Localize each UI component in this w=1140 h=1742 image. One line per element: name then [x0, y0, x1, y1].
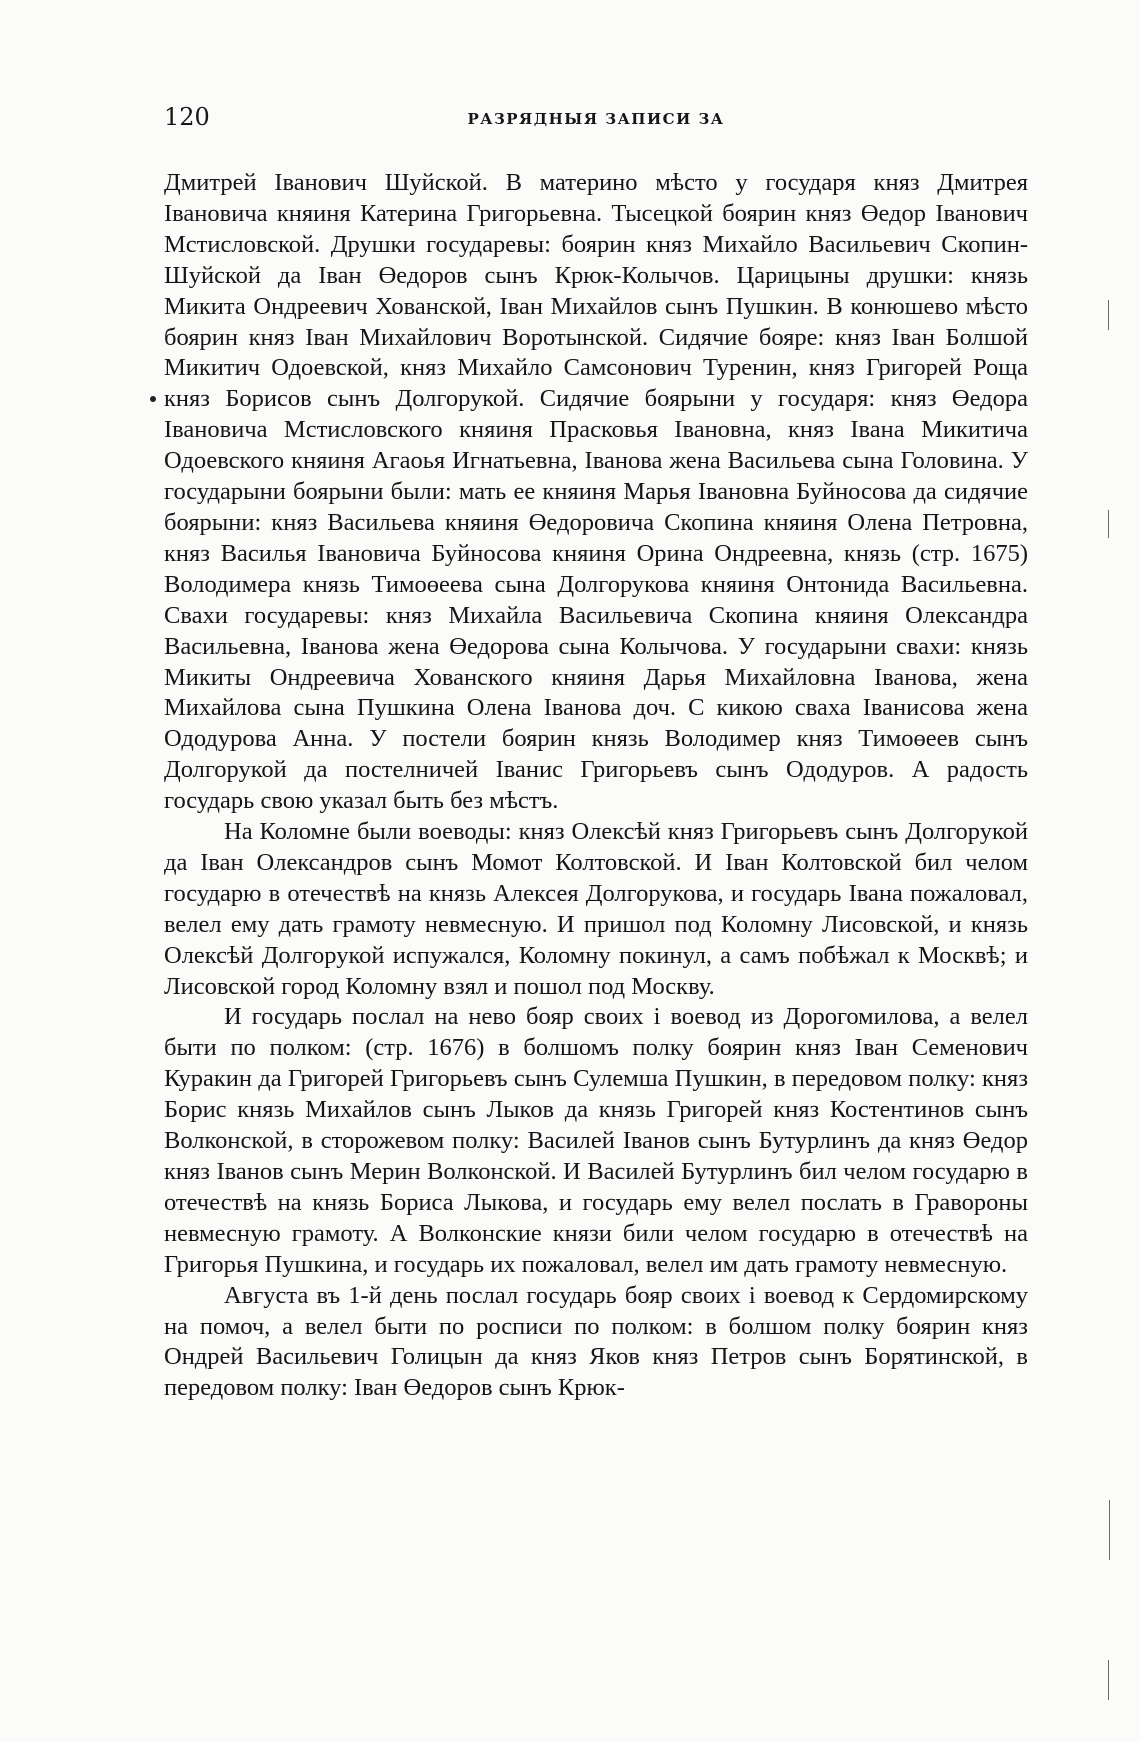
page-header: [164, 103, 1028, 143]
paragraph-august-campaign: Августа въ 1-й день послал государь бояр своих і воевод к Сердомирскому на помоч, а велел быти по росписи по полком: в болшом полку боярин княз Ондрей Васильевич Голицын да княз Яков княз Петров сынъ Борятинской, в передовом полку: Іван Өедоров сынъ Крюк-: [164, 1281, 1028, 1402]
body-text: [164, 168, 1028, 1404]
scan-edge-mark: [1108, 1660, 1109, 1700]
paragraph-kolomna-voevodas: На Коломне были воеводы: княз Олексѣй княз Григорьевъ сынъ Долгорукой да Іван Олександров сынъ Момот Колтовской. И Іван Колтовской бил челом государю в отечествѣ на князь Алексея Долгорукова, и государь Івана пожаловал, велел ему дать грамоту невмесную. И пришол под Коломну Лисовской, и князь Олексѣй Долгорукой испужался, Коломну покинул, а самъ побѣжал к Москвѣ; и Лисовской город Коломну взял и пошол под Москву.: [164, 818, 1028, 1000]
scan-edge-mark: [1108, 510, 1109, 538]
paragraph-regiments-dorogomilovo: И государь послал на нево бояр своих і воевод из Дорогомилова, а велел быти по полком: (стр. 1676) в болшомъ полку боярин княз Іван Семенович Куракин да Григорей Григорьевъ сынъ Сулемша Пушкин, в передовом полку: княз Борис князь Михайлов сынъ Лыков да князь Григорей княз Костентинов сынъ Волконской, в сторожевом полку: Василей Іванов сынъ Бутурлинъ да княз Өедор княз Іванов сынъ Мерин Волконской. И Василей Бутурлинъ бил челом государю в отечествѣ на князь Бориса Лыкова, и государь ему велел послать в Гравороны невмесную грамоту. А Волконские князи били челом государю в отечествѣ на Григорья Пушкина, и государь их пожаловал, велел им дать грамоту невмесную.: [164, 1003, 1028, 1278]
running-title: РАЗРЯДНЫЯ ЗАПИСИ ЗА: [467, 110, 725, 128]
page-number: 120: [164, 103, 210, 131]
scan-edge-mark: [1109, 1500, 1110, 1560]
scan-edge-mark: [1108, 300, 1109, 330]
margin-ink-dot: [150, 396, 156, 402]
paragraph-wedding-ranks: Дмитрей Іванович Шуйской. В материно мѣсто у государя княз Дмитрея Івановича княиня Катерина Григорьевна. Тысецкой боярин княз Өедор Іванович Мстисловской. Друшки государевы: боярин княз Михайло Васильевич Скопин-Шуйской да Іван Өедоров сынъ Крюк-Колычов. Царицыны друшки: князь Микита Ондреевич Хованской, Іван Михайлов сынъ Пушкин. В конюшево мѣсто боярин княз Іван Михайлович Воротынской. Сидячие бояре: княз Іван Болшой Микитич Одоевской, княз Михайло Самсонович Туренин, княз Григорей Роща княз Борисов сынъ Долгорукой. Сидячие боярыни у государя: княз Өедора Івановича Мстисловского княиня Прасковья Івановна, княз Івана Микитича Одоевского княиня Агаоья Игнатьевна, Іванова жена Васильева сына Головина. У государыни боярыни были: мать ее княиня Марья Івановна Буйносова да сидячие боярыни: княз Васильева княиня Өедоровича Скопина княиня Олена Петровна, княз Василья Івановича Буйносова княиня Орина Ондреевна, князь (стр. 1675) Володимера князь Тимоөеева сына Долгорукова княиня Онтонида Васильевна. Свахи государевы: княз Михайла Васильевича Скопина княиня Олександра Васильевна, Іванова жена Өедорова сына Колычова. У государыни свахи: князь Микиты Ондреевича Хованского княиня Дарья Михайловна Іванова, жена Михайлова сына Пушкина Олена Іванова доч. С кикою сваха Іванисова жена Ододурова Анна. У постели боярин князь Володимер княз Тимоөеев сынъ Долгорукой да постелничей Іванис Григорьевъ сынъ Ододуров. А радость государь свою указал быть без мѣстъ.: [164, 169, 1028, 815]
